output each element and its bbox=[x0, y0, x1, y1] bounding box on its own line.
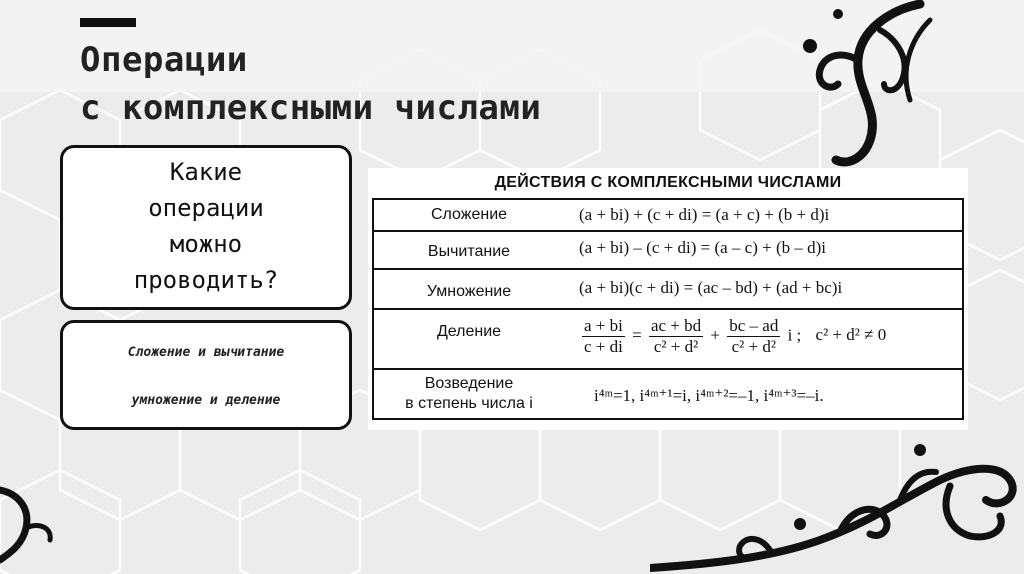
table-heading: ДЕЙСТВИЯ С КОМПЛЕКСНЫМИ ЧИСЛАМИ bbox=[494, 174, 842, 191]
fraction-numerator: a + bi bbox=[584, 316, 623, 335]
operations-table bbox=[372, 198, 964, 420]
fraction bbox=[582, 316, 625, 357]
operation-name: Умножение bbox=[426, 283, 512, 300]
answer-line-1: Сложение и вычитание bbox=[127, 345, 285, 360]
fraction-numerator: bc – ad bbox=[729, 316, 779, 335]
division-condition: c² + d² ≠ 0 bbox=[815, 325, 887, 345]
answer-box bbox=[60, 320, 352, 430]
title-accent-bar bbox=[80, 18, 136, 27]
title-line-1: Операции bbox=[80, 40, 248, 80]
operation-name: Сложение bbox=[430, 206, 508, 223]
fraction bbox=[649, 316, 703, 357]
table-row bbox=[374, 368, 962, 420]
operations-table-card bbox=[368, 168, 968, 430]
fraction bbox=[727, 316, 780, 357]
operation-formula: (a + bi) + (c + di) = (a + c) + (b + d)i bbox=[579, 205, 830, 224]
ornament-top-right bbox=[780, 0, 940, 175]
table-row bbox=[374, 230, 962, 268]
plus-sign: + bbox=[710, 325, 720, 345]
operation-name: Вычитание bbox=[427, 243, 511, 260]
ornament-bottom-left bbox=[0, 470, 70, 574]
title-line-2: с комплексными числами bbox=[80, 88, 542, 128]
operation-name: Деление bbox=[436, 323, 502, 340]
operation-name bbox=[374, 374, 564, 414]
fraction-denominator: c² + d² bbox=[653, 337, 699, 356]
table-row bbox=[374, 200, 962, 230]
table-row bbox=[374, 308, 962, 368]
operation-formula: (a + bi) – (c + di) = (a – c) + (b – d)i bbox=[579, 238, 826, 257]
answer-line-2: умножение и деление bbox=[131, 393, 281, 408]
question-line: Какие bbox=[169, 158, 243, 186]
table-row bbox=[374, 268, 962, 308]
operation-name-line-1: Возведение bbox=[424, 375, 514, 392]
division-formula: $\frac{a + bi}{c + di}$ = $\frac{ac + bd}{\text{c² + d²}}$ + $\frac{bc - ad}{\text{c² + d²}}$ i ; c² + d² ≠ 0 bbox=[584, 316, 887, 356]
ornament-bottom-right bbox=[650, 440, 1024, 574]
fraction-denominator: c + di bbox=[584, 337, 623, 356]
question-box bbox=[60, 145, 352, 310]
page-title bbox=[80, 36, 541, 132]
fraction-numerator: ac + bd bbox=[650, 316, 702, 335]
operation-formula: (a + bi)(c + di) = (ac – bd) + (ad + bc)i bbox=[579, 278, 843, 297]
question-line: можно bbox=[169, 230, 243, 258]
question-line: операции bbox=[148, 194, 264, 222]
question-line: проводить? bbox=[133, 266, 279, 294]
operation-formula: i⁴ᵐ=1, i⁴ᵐ⁺¹=i, i⁴ᵐ⁺²=–1, i⁴ᵐ⁺³=–i. bbox=[594, 386, 824, 405]
operation-name-line-2: в степень числа i bbox=[405, 395, 533, 412]
imaginary-unit: i ; bbox=[787, 325, 802, 345]
fraction-denominator: c² + d² bbox=[731, 337, 776, 356]
